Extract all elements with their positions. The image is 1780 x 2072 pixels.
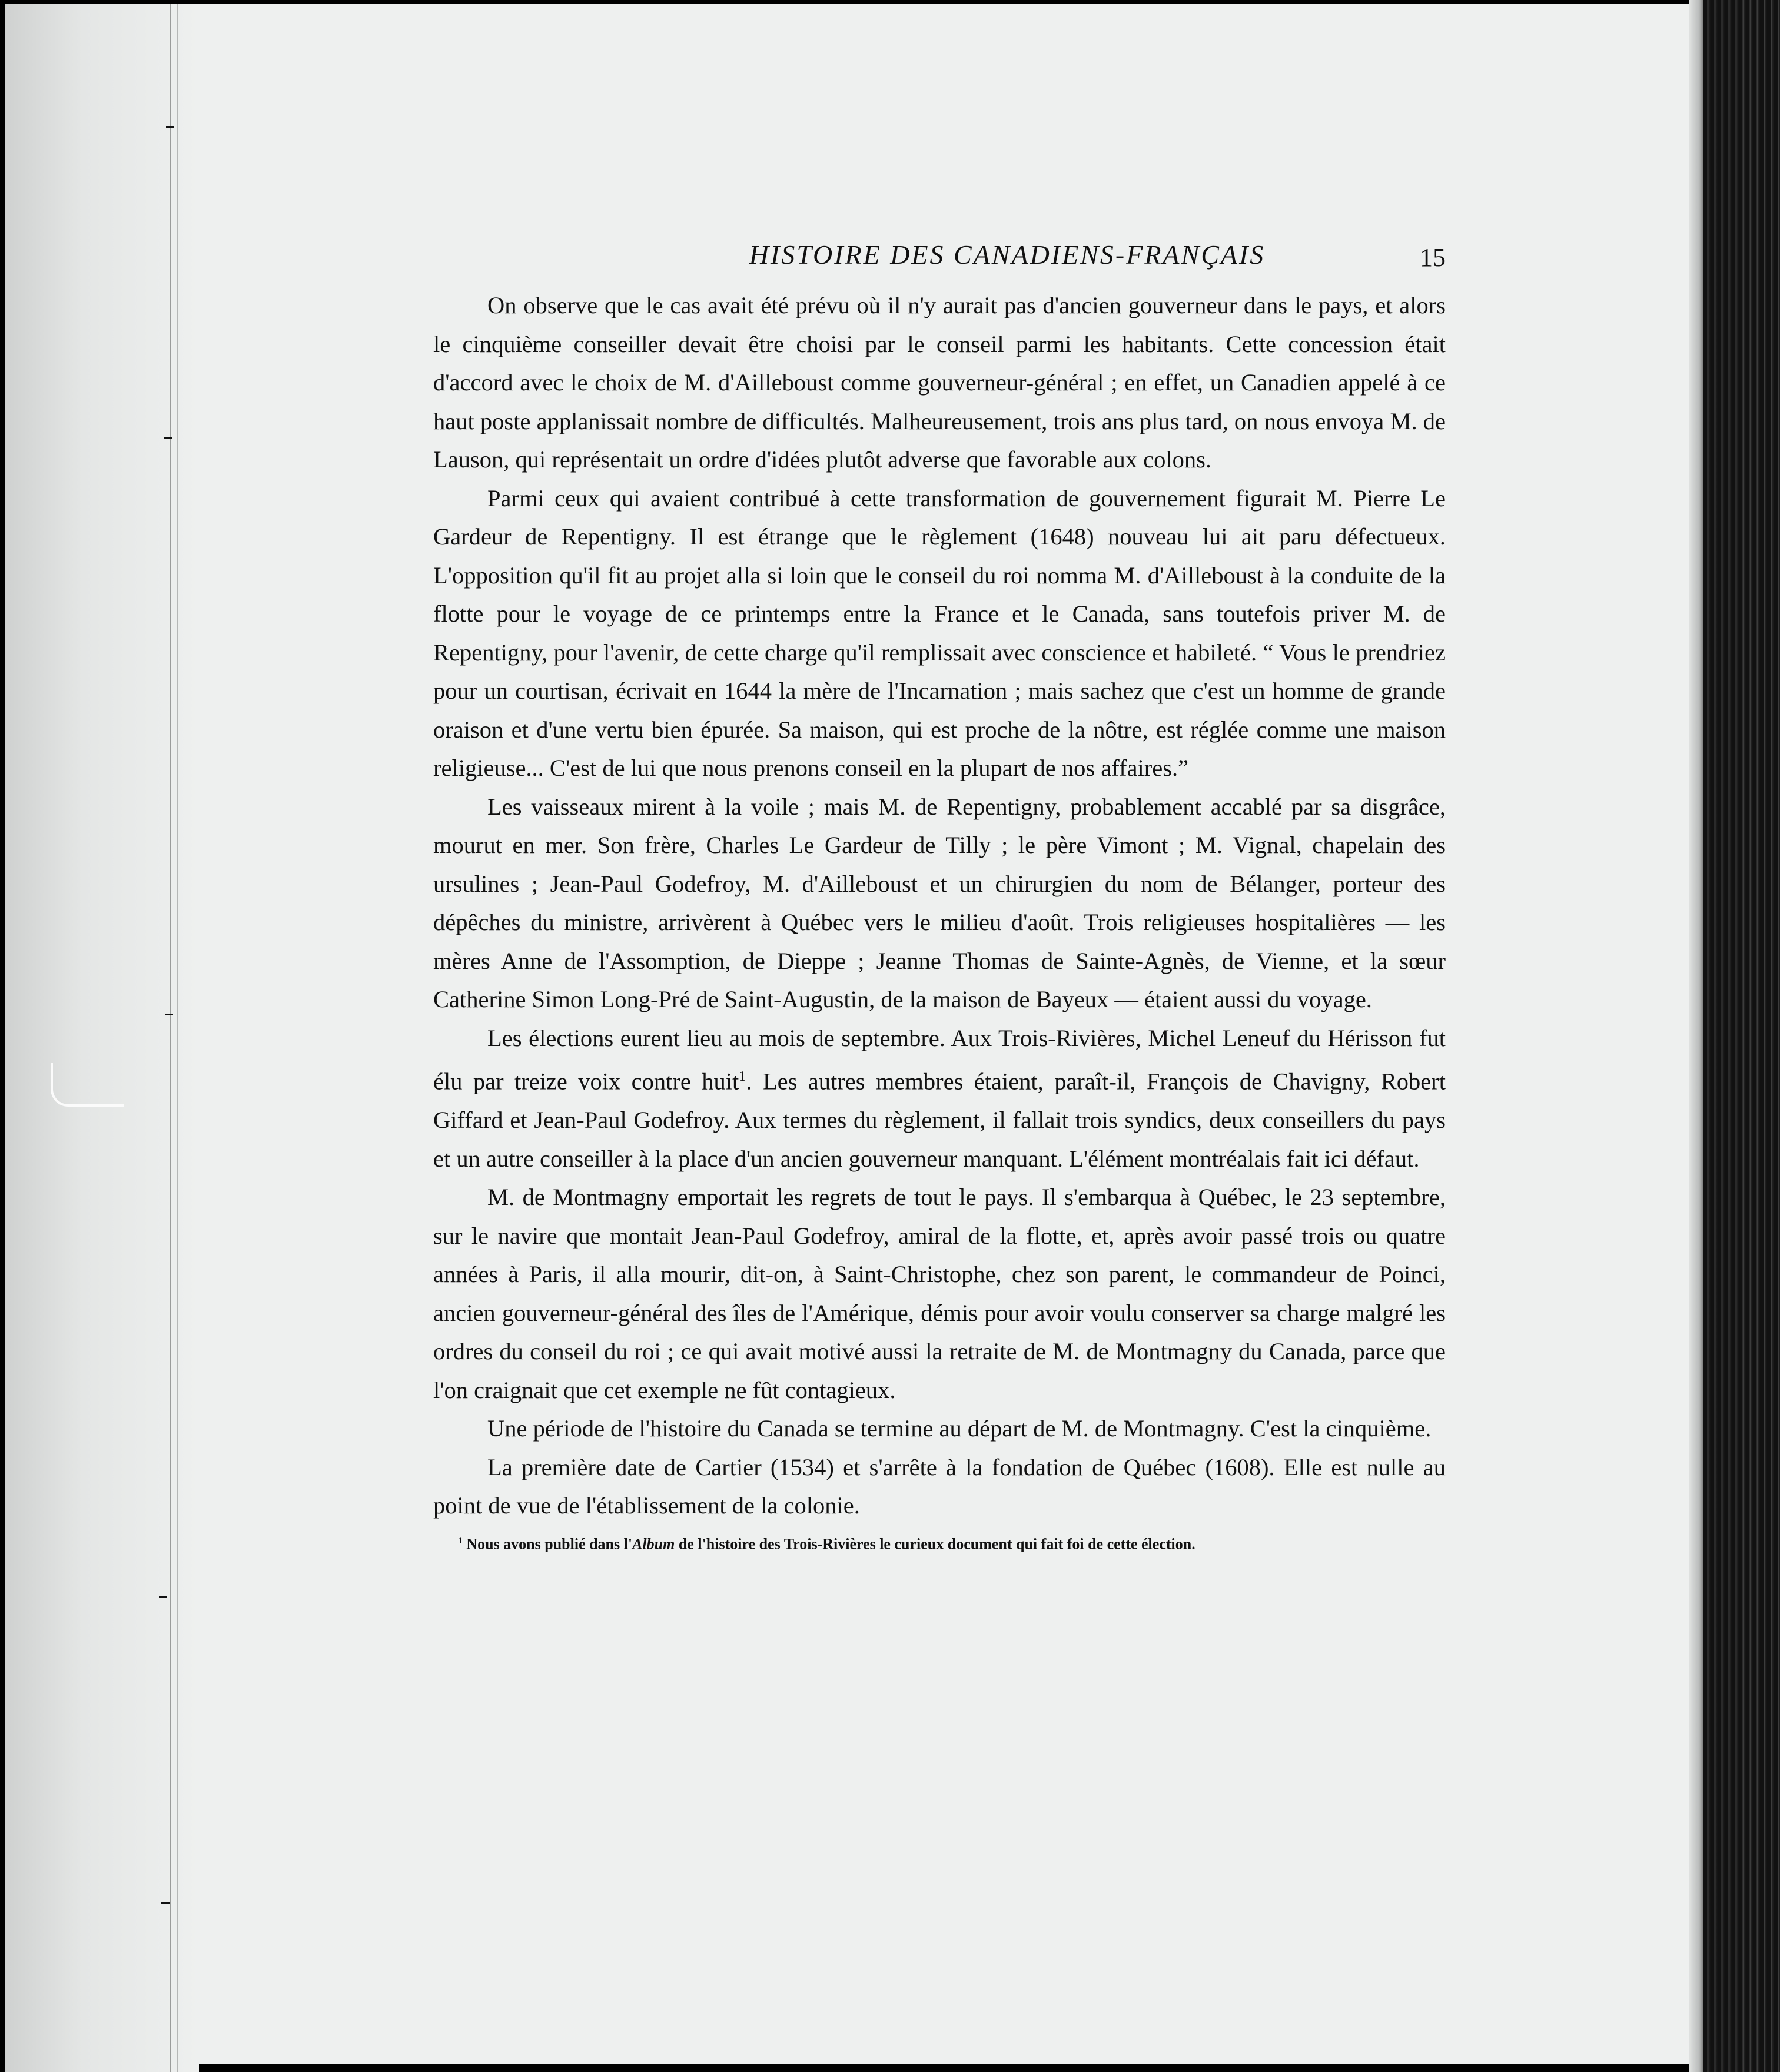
footnote-reference: 1 [739, 1068, 746, 1084]
book-page [5, 4, 1703, 2064]
paragraph: Parmi ceux qui avaient contribué à cette transformation de gouvernement figurait M. Pierre Le Gardeur de Repentigny. Il est étrange que le règlement (1648) nouveau lui ait paru défectueux. L'opposition qu'il fit au projet alla si loin que le conseil du roi nomma M. d'Ailleboust à la conduite de la flotte pour le voyage de ce printemps entre la France et le Canada, sans toutefois priver M. de Repentigny, pour l'avenir, de cette charge qu'il remplissait avec conscience et habileté. “ Vous le prendriez pour un courtisan, écrivait en 1644 la mère de l'Incarnation ; mais sachez que c'est un homme de grande oraison et d'une vertu bien épurée. Sa maison, qui est proche de la nôtre, est réglée comme une maison religieuse... C'est de lui que nous prenons conseil en la plupart de nos affaires.” [433, 484, 1446, 781]
running-head [433, 239, 1446, 286]
text-block [433, 239, 1446, 1555]
footnote-italic: Album [632, 1535, 675, 1553]
footnote-text: de l'histoire des Trois-Rivières le curieux document qui fait foi de cette élection. [675, 1535, 1195, 1553]
page-stack [1703, 0, 1780, 2072]
scan-scratch [51, 1063, 124, 1107]
paragraph [433, 1019, 1446, 1178]
paragraph: La première date de Cartier (1534) et s'arrête à la fondation de Québec (1608). Elle est nulle au point de vue de l'établissement de la colonie. [433, 1453, 1446, 1519]
running-title: HISTOIRE DES CANADIENS-FRANÇAIS [749, 240, 1266, 270]
footnote-marker: 1 [458, 1535, 463, 1546]
binding-mark [159, 1596, 167, 1598]
footnote [458, 1530, 1446, 1556]
paragraph: On observe que le cas avait été prévu où il n'y aurait pas d'ancien gouverneur dans le pays, et alors le cinquième conseiller devait être choisi par le conseil parmi les habitants. Cette concession était d'accord avec le choix de M. d'Ailleboust comme gouverneur-général ; en effet, un Canadien appelé à ce haut poste applanissait nombre de difficultés. Malheureusement, trois ans plus tard, on nous envoya M. de Lauson, qui représentait un ordre d'idées plutôt adverse que favorable aux colons. [433, 292, 1446, 473]
binding-line [177, 4, 178, 2072]
binding-mark [165, 1014, 173, 1015]
binding-line [170, 4, 171, 2072]
paragraph-text: Les élections eurent lieu au mois de septembre. Aux Trois-Rivières, Michel Leneuf du Hérisson fut élu par treize voix contre huit [433, 1024, 1446, 1095]
paragraph: Les vaisseaux mirent à la voile ; mais M. de Repentigny, probablement accablé par sa disgrâce, mourut en mer. Son frère, Charles Le Gardeur de Tilly ; le père Vimont ; M. Vignal, chapelain des ursulines ; Jean-Paul Godefroy, M. d'Ailleboust et un chirurgien du nom de Bélanger, porteur des dépêches du ministre, arrivèrent à Québec vers le milieu d'août. Trois religieuses hospitalières — les mères Anne de l'Assomption, de Dieppe ; Jeanne Thomas de Sainte-Agnès, de Vienne, et la sœur Catherine Simon Long-Pré de Saint-Augustin, de la maison de Bayeux — étaient aussi du voyage. [433, 793, 1446, 1012]
binding-mark [166, 126, 174, 128]
binding-mark [161, 1902, 170, 1904]
footnote-text: Nous avons publié dans l' [462, 1535, 633, 1553]
paragraph-text: . Les autres membres étaient, paraît-il, François de Chavigny, Robert Giffard et Jean-Paul Godefroy. Aux termes du règlement, il fallait trois syndics, deux conseillers du pays et un autre conseiller à la place d'un ancien gouverneur manquant. L'élément montréalais fait ici défaut. [433, 1068, 1446, 1172]
page-number: 15 [1420, 243, 1446, 272]
paragraph: M. de Montmagny emportait les regrets de tout le pays. Il s'embarqua à Québec, le 23 septembre, sur le navire que montait Jean-Paul Godefroy, amiral de la flotte, et, après avoir passé trois ou quatre années à Paris, il alla mourir, dit-on, à Saint-Christophe, chez son parent, le commandeur de Poinci, ancien gouverneur-général des îles de l'Amérique, démis pour avoir voulu conserver sa charge malgré les ordres du conseil du roi ; ce qui avait motivé aussi la retraite de M. de Montmagny du Canada, parce que l'on craignait que cet exemple ne fût contagieux. [433, 1184, 1446, 1403]
binding-mark [164, 437, 172, 439]
paragraph: Une période de l'histoire du Canada se termine au départ de M. de Montmagny. C'est la cinquième. [487, 1415, 1432, 1442]
